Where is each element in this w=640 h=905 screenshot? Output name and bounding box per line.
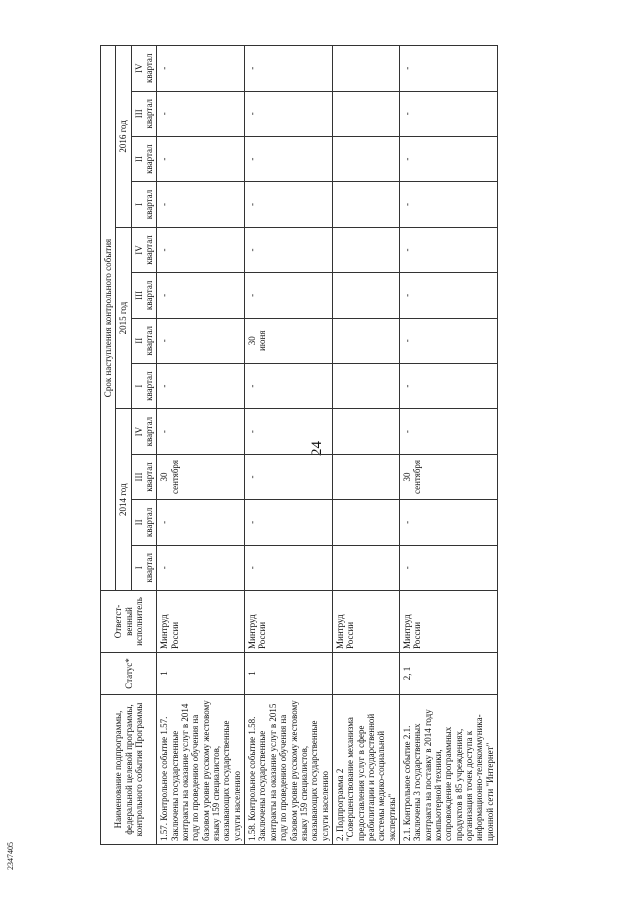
row-responsible: Минтруд России xyxy=(332,591,399,653)
quarter-cell: - xyxy=(399,91,497,136)
header-quarter: III квартал xyxy=(131,91,157,136)
quarter-cell xyxy=(332,227,399,272)
row-status xyxy=(332,653,399,695)
quarter-cell xyxy=(332,136,399,181)
header-responsible: Ответст- венный исполнитель xyxy=(101,591,157,653)
quarter-cell: - xyxy=(399,409,497,454)
header-quarter: IV квартал xyxy=(131,46,157,92)
quarter-cell: 30 июня xyxy=(245,318,333,363)
quarter-cell: - xyxy=(399,500,497,545)
quarter-cell: - xyxy=(245,91,333,136)
quarter-cell xyxy=(332,545,399,590)
row-name-cell xyxy=(332,695,399,845)
quarter-cell: - xyxy=(245,545,333,590)
quarter-cell: - xyxy=(245,273,333,318)
quarter-cell: 30 сентября xyxy=(157,454,245,499)
quarter-cell xyxy=(332,500,399,545)
quarter-cell: - xyxy=(157,182,245,227)
quarter-cell: - xyxy=(399,46,497,92)
quarter-cell: - xyxy=(399,182,497,227)
row-number: 2. xyxy=(334,834,345,841)
table-row xyxy=(157,46,245,845)
quarter-cell: - xyxy=(245,454,333,499)
header-year-2016: 2016 год xyxy=(116,46,131,228)
quarter-cell: - xyxy=(245,182,333,227)
header-quarter: III квартал xyxy=(131,273,157,318)
table-row xyxy=(245,46,333,845)
row-name-cell xyxy=(245,695,333,845)
quarter-cell xyxy=(332,46,399,92)
quarter-cell xyxy=(332,454,399,499)
quarter-cell xyxy=(332,182,399,227)
row-name: Контрольное событие 1.57. Заключены государственные контракты на оказание услуг в 2014 году по проведению обучения на базовом уровне русскому жестовому языку 159 специалистов, оказывающих государственные услуги населению xyxy=(159,700,242,841)
quarter-cell: - xyxy=(399,273,497,318)
quarter-cell: - xyxy=(157,500,245,545)
header-quarter: IV квартал xyxy=(131,227,157,272)
header-quarter: III квартал xyxy=(131,454,157,499)
quarter-cell: - xyxy=(157,318,245,363)
quarter-cell xyxy=(332,91,399,136)
quarter-cell: - xyxy=(399,318,497,363)
row-responsible: Минтруд России xyxy=(245,591,333,653)
header-quarter: II квартал xyxy=(131,136,157,181)
quarter-cell: - xyxy=(399,227,497,272)
header-quarter: I квартал xyxy=(131,545,157,590)
quarter-cell: - xyxy=(157,409,245,454)
quarter-cell: - xyxy=(245,409,333,454)
row-number: 1.58. xyxy=(247,823,258,841)
quarter-cell: - xyxy=(399,136,497,181)
quarter-cell: - xyxy=(157,273,245,318)
quarter-cell: - xyxy=(157,545,245,590)
row-name: Подпрограмма 2 "Совершенствование механизма предоставления услуг в сфере реабилитации и государственной системы медико-социальной экспертизы" xyxy=(334,713,397,841)
quarter-cell xyxy=(332,273,399,318)
header-name: Наименование подпрограммы, федеральной целевой программы, контрольного события Программы xyxy=(101,695,157,845)
header-status: Статус* xyxy=(101,653,157,695)
row-status: 1 xyxy=(245,653,333,695)
row-name-cell xyxy=(399,695,497,845)
quarter-cell: - xyxy=(245,46,333,92)
quarter-cell xyxy=(332,318,399,363)
row-name: Контрольное событие 1.58. Заключены государственные контракты на оказание услуг в 2015 году по проведению обучения на базовом уровне русскому жестовому языку 159 специалистов, оказывающих государственные услуги населению xyxy=(247,700,330,841)
page-number: 24 xyxy=(309,441,325,456)
header-quarter: II квартал xyxy=(131,500,157,545)
quarter-cell: 30 сентября xyxy=(399,454,497,499)
quarter-cell: - xyxy=(157,91,245,136)
row-name: Контрольное событие 2.1. Заключены 3 государственных контракта на поставку в 2014 году компьютерной техники, сопровождение программных продуктов в 85 учреждениях, организация точек доступа к информационно-телекоммуника-ционной сети "Интернет" xyxy=(401,709,495,841)
row-name-cell xyxy=(157,695,245,845)
quarter-cell: - xyxy=(157,227,245,272)
quarter-cell: - xyxy=(245,227,333,272)
quarter-cell xyxy=(332,409,399,454)
control-events-table xyxy=(100,45,498,845)
table-body xyxy=(157,46,498,845)
header-quarter: I квартал xyxy=(131,363,157,408)
quarter-cell: - xyxy=(245,363,333,408)
footer-code: 2347405 xyxy=(6,842,15,870)
header-year-2015: 2015 год xyxy=(116,227,131,409)
header-term: Срок наступления контрольного события xyxy=(101,46,116,591)
quarter-cell: - xyxy=(245,500,333,545)
quarter-cell: - xyxy=(157,363,245,408)
table-row xyxy=(332,46,399,845)
header-quarter: II квартал xyxy=(131,318,157,363)
row-number: 1.57. xyxy=(159,823,170,841)
header-quarter: IV квартал xyxy=(131,409,157,454)
quarter-cell: - xyxy=(157,136,245,181)
quarter-cell: - xyxy=(399,545,497,590)
table-row xyxy=(399,46,497,845)
quarter-cell xyxy=(332,363,399,408)
row-number: 2.1. xyxy=(401,827,412,841)
row-status: 2, 1 xyxy=(399,653,497,695)
row-status: 1 xyxy=(157,653,245,695)
header-year-2014: 2014 год xyxy=(116,409,131,591)
quarter-cell: - xyxy=(399,363,497,408)
quarter-cell: - xyxy=(245,136,333,181)
row-responsible: Минтруд России xyxy=(399,591,497,653)
quarter-cell: - xyxy=(157,46,245,92)
rotated-table-container xyxy=(100,45,640,845)
header-quarter: I квартал xyxy=(131,182,157,227)
row-responsible: Минтруд России xyxy=(157,591,245,653)
